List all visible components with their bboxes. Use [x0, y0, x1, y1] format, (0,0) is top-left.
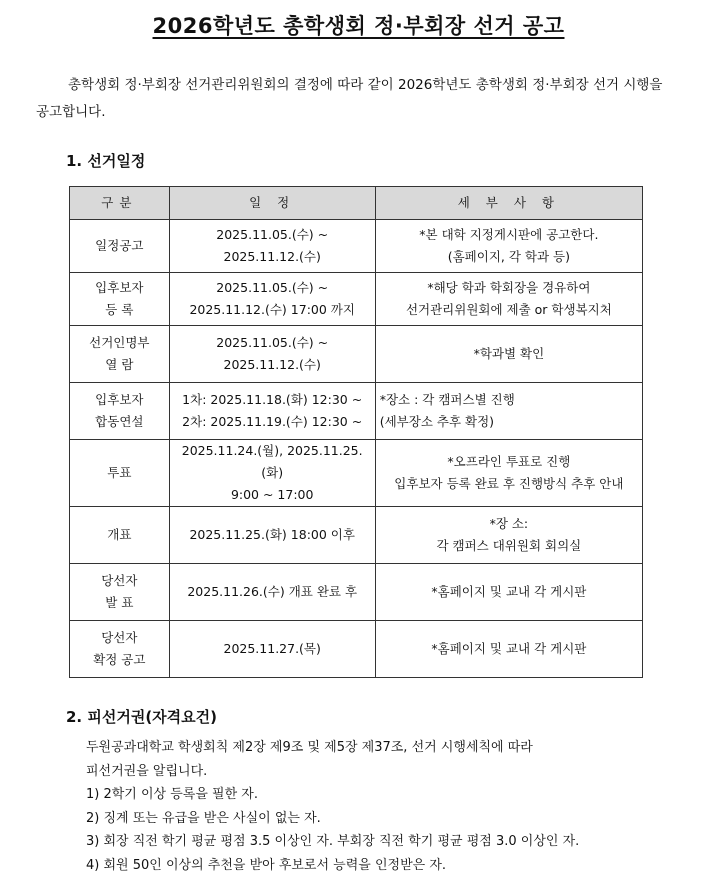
eligibility-item: 3) 회장 직전 학기 평균 평점 3.5 이상인 자. 부회장 직전 학기 평균 평점 3.0 이상인 자.: [86, 834, 580, 849]
row-schedule-line: 2025.11.12.(수) 17:00 까지: [189, 302, 355, 317]
row-schedule-cell: [169, 220, 375, 273]
row-details-line: *홈페이지 및 교내 각 게시판: [431, 641, 587, 656]
row-details-line: *장소 : 각 캠퍼스별 진행: [379, 392, 515, 407]
row-category-line: 합동연설: [95, 414, 144, 429]
row-category-cell: [70, 507, 170, 564]
page-title: [0, 10, 717, 40]
table-header-row: [70, 187, 643, 220]
row-category-line: 당선자: [101, 630, 138, 645]
header-category: 구분: [70, 187, 170, 220]
row-details-line: *홈페이지 및 교내 각 게시판: [431, 584, 587, 599]
row-schedule-line: 2025.11.12.(수): [223, 249, 321, 264]
row-details-cell: [375, 326, 642, 383]
row-details-cell: [375, 220, 642, 273]
row-details-line: (홈페이지, 각 학과 등): [447, 249, 570, 264]
table-row: [70, 273, 643, 326]
row-details-cell: [375, 440, 642, 507]
header-details: 세 부 사 항: [375, 187, 642, 220]
row-category-line: 입후보자: [95, 392, 144, 407]
row-details-line: 입후보자 등록 완료 후 진행방식 추후 안내: [394, 476, 624, 491]
row-category-cell: [70, 273, 170, 326]
section-2-heading: 2. 피선거권(자격요건): [66, 708, 217, 726]
section-1-heading: 1. 선거일정: [66, 152, 146, 170]
row-schedule-cell: [169, 440, 375, 507]
table-row: [70, 440, 643, 507]
row-category-cell: [70, 383, 170, 440]
row-category-line: 투표: [107, 465, 132, 480]
row-schedule-line: 2025.11.26.(수) 개표 완료 후: [187, 584, 358, 599]
row-category-cell: [70, 326, 170, 383]
row-details-line: *해당 학과 학회장을 경유하여: [427, 280, 591, 295]
row-category-line: 확정 공고: [93, 652, 146, 667]
row-details-cell: [375, 273, 642, 326]
row-schedule-cell: [169, 621, 375, 678]
row-category-cell: [70, 220, 170, 273]
row-schedule-cell: [169, 273, 375, 326]
row-details-line: 각 캠퍼스 대위원회 회의실: [436, 538, 582, 553]
row-details-line: *장 소:: [489, 516, 529, 531]
row-details-cell: [375, 564, 642, 621]
row-schedule-line: 2차: 2025.11.19.(수) 12:30 ~: [182, 414, 363, 429]
row-details-line: 선거관리위원회에 제출 or 학생복지처: [405, 302, 612, 317]
eligibility-item: 4) 회원 50인 이상의 추천을 받아 후보로서 능력을 인정받은 자.: [86, 857, 447, 873]
eligibility-intro-line: 두원공과대학교 학생회칙 제2장 제9조 및 제5장 제37조, 선거 시행세칙에 따라: [86, 740, 533, 755]
row-details-cell: [375, 383, 642, 440]
table-row: [70, 220, 643, 273]
row-category-line: 발 표: [105, 595, 134, 610]
row-category-line: 당선자: [101, 573, 138, 588]
row-details-line: *학과별 확인: [473, 346, 545, 361]
row-category-line: 개표: [107, 527, 132, 542]
row-details-cell: [375, 507, 642, 564]
row-schedule-line: 1차: 2025.11.18.(화) 12:30 ~: [182, 392, 363, 407]
eligibility-item: 1) 2학기 이상 등록을 필한 자.: [86, 787, 258, 802]
row-schedule-cell: [169, 507, 375, 564]
election-schedule-table: [69, 186, 643, 678]
eligibility-block: [86, 736, 696, 877]
row-schedule-line: 9:00 ~ 17:00: [230, 487, 314, 502]
row-schedule-line: 2025.11.24.(월), 2025.11.25.(화): [181, 443, 363, 480]
table-row: [70, 326, 643, 383]
row-category-line: 등 록: [105, 302, 134, 317]
table-row: [70, 564, 643, 621]
row-category-line: 입후보자: [95, 280, 144, 295]
row-schedule-line: 2025.11.05.(수) ~: [216, 335, 329, 350]
row-details-line: *본 대학 지정게시판에 공고한다.: [419, 227, 599, 242]
row-schedule-line: 2025.11.12.(수): [223, 357, 321, 372]
row-category-cell: [70, 440, 170, 507]
table-row: [70, 383, 643, 440]
row-schedule-line: 2025.11.05.(수) ~: [216, 227, 329, 242]
table-row: [70, 621, 643, 678]
row-schedule-line: 2025.11.05.(수) ~: [216, 280, 329, 295]
eligibility-item: 2) 징계 또는 유급을 받은 사실이 없는 자.: [86, 810, 321, 826]
title-text: 2026학년도 총학생회 정·부회장 선거 공고: [152, 14, 565, 38]
row-category-line: 선거인명부: [89, 335, 150, 350]
row-details-line: (세부장소 추후 확정): [379, 414, 495, 429]
row-details-cell: [375, 621, 642, 678]
row-schedule-line: 2025.11.27.(목): [223, 641, 321, 656]
row-schedule-cell: [169, 326, 375, 383]
row-schedule-cell: [169, 383, 375, 440]
row-category-cell: [70, 564, 170, 621]
row-category-line: 열 람: [105, 357, 134, 372]
row-schedule-line: 2025.11.25.(화) 18:00 이후: [189, 527, 355, 542]
header-schedule: 일 정: [169, 187, 375, 220]
row-details-line: *오프라인 투표로 진행: [447, 454, 571, 469]
intro-paragraph: 총학생회 정·부회장 선거관리위원회의 결정에 따라 같이 2026학년도 총학생회 정·부회장 선거 시행을 공고합니다.: [36, 77, 663, 120]
row-category-line: 일정공고: [95, 238, 144, 253]
row-category-cell: [70, 621, 170, 678]
row-schedule-cell: [169, 564, 375, 621]
table-row: [70, 507, 643, 564]
eligibility-intro-line: 피선거권을 알립니다.: [86, 763, 208, 779]
